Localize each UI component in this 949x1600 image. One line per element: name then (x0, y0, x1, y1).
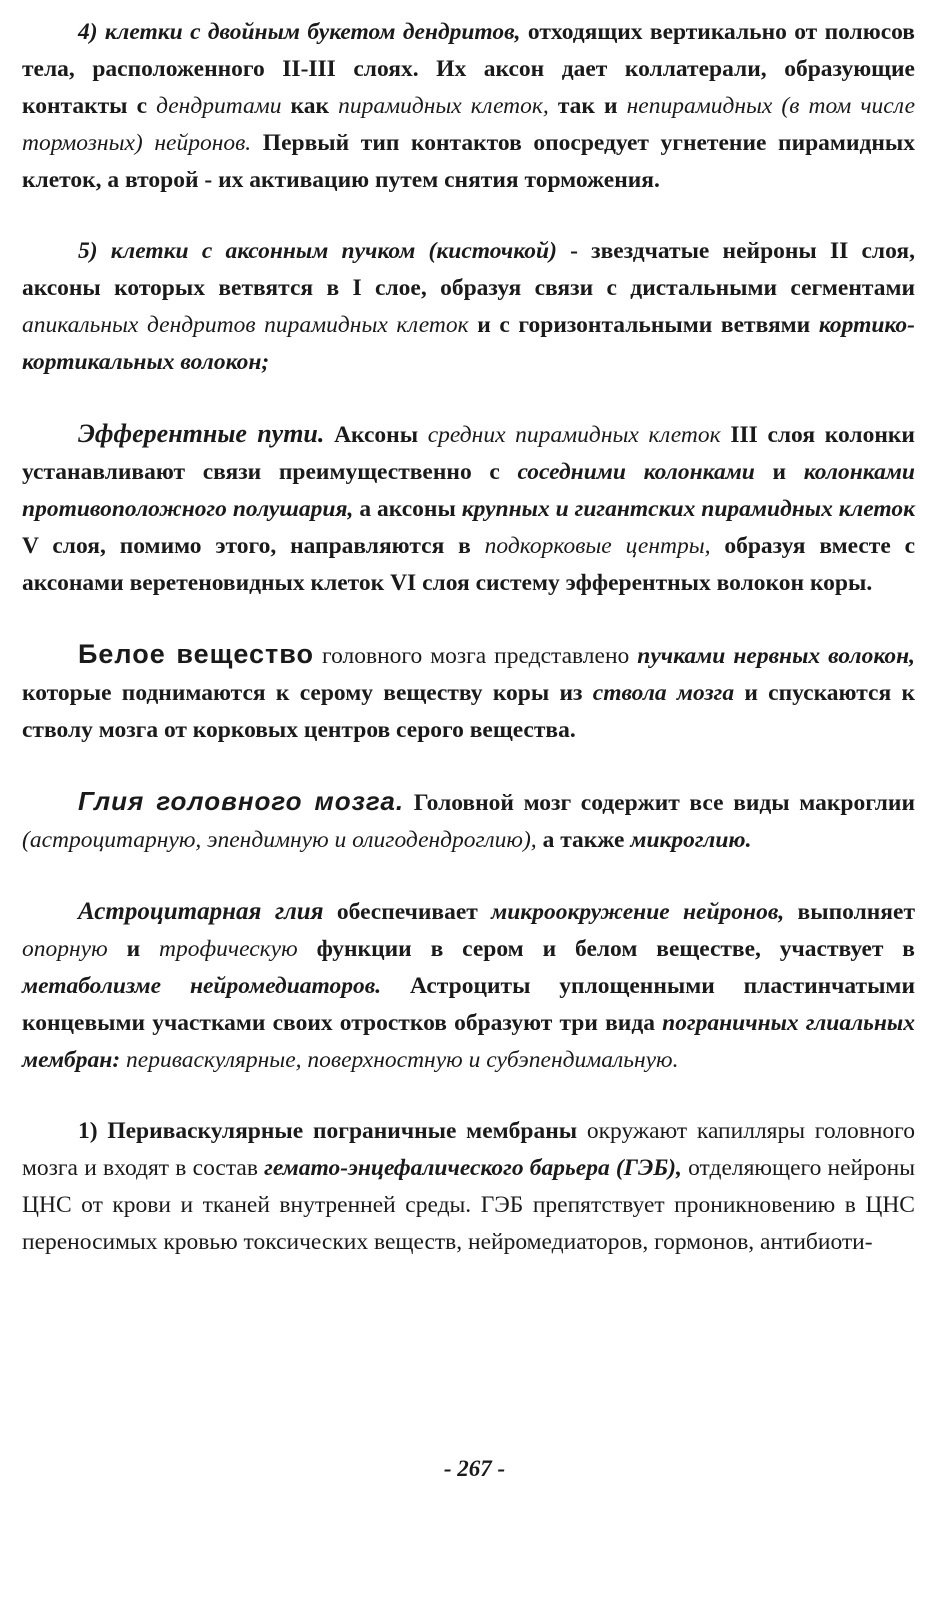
text: отделяющего нейроны ЦНС от крови и тканей внутренней среды. ГЭБ препятствует проникновению в ЦНС переносимых кровью токсических веществ, нейромедиаторов, гормонов, антибиоти- (22, 1155, 915, 1255)
term: микроокружение нейронов, (491, 899, 785, 925)
term-double-bouquet-cells: 4) клетки с двойным букетом дендритов, (78, 19, 521, 45)
paragraph-astrocytic-glia (22, 893, 915, 1079)
term: гемато-энцефалического барьера (ГЭБ), (264, 1155, 682, 1181)
paragraph-double-bouquet-cells (22, 14, 915, 199)
page-number: - 267 - (443, 1456, 506, 1481)
paragraph-white-matter (22, 636, 915, 749)
heading-efferent-pathways: Эфферентные пути. (78, 419, 325, 448)
text: головного мозга представлено (314, 643, 638, 669)
term: периваскулярные, поверхностную и субэпендимальную. (126, 1047, 679, 1073)
text: III слоя колонки устанавливают связи преимущественно с (22, 422, 915, 485)
text: так и (548, 93, 627, 119)
term: дендритами (156, 93, 282, 119)
text: Головной мозг содержит все виды макроглии (404, 790, 915, 816)
term: соседними колонками (517, 459, 755, 485)
term: колонками противоположного полушария, (22, 459, 915, 522)
heading-astrocytic-glia: Астроцитарная глия (78, 898, 324, 925)
term: апикальных дендритов пирамидных клеток (22, 312, 469, 338)
text: которые поднимаются к серому веществу коры из (22, 680, 593, 706)
heading-brain-glia: Глия головного мозга. (78, 786, 405, 816)
text: Астроциты уплощенными пластинчатыми концевыми участками своих отростков образуют три вида (22, 973, 915, 1036)
text: V слоя, помимо этого, направляются в (22, 533, 485, 559)
text: Аксоны (324, 422, 428, 448)
term: средних пирамидных клеток (427, 422, 721, 448)
text: и спускаются к стволу мозга от корковых центров серого вещества. (22, 680, 915, 743)
term: трофическую (159, 936, 298, 962)
paragraph-perivascular-membranes (22, 1113, 915, 1261)
text: как (281, 93, 339, 119)
term: кортико-кортикальных волокон; (22, 312, 916, 375)
text: функции в сером и белом веществе, участвует в (297, 936, 915, 962)
paragraph-axon-bundle-cells (22, 233, 915, 381)
heading-perivascular-membranes: 1) Периваскулярные пограничные мембраны (78, 1118, 578, 1144)
term: пограничных глиальных мембран: (22, 1010, 915, 1073)
term: пирамидных клеток, (338, 93, 549, 119)
text: отходящих вертикально от полюсов тела, расположенного II-III слоях. Их аксон дает коллатерали, образующие контакты с (22, 19, 915, 119)
term: микроглию. (630, 827, 752, 853)
term-axon-bundle-cells: 5) клетки с аксонным пучком (кисточкой) (78, 238, 557, 264)
text: Первый тип контактов опосредует угнетение пирамидных клеток, а второй - их активацию путем снятия торможения. (22, 130, 916, 193)
term: крупных и гигантских пирамидных клеток (461, 496, 915, 522)
heading-white-matter: Белое вещество (78, 639, 315, 669)
text: окружают капилляры головного мозга и входят в состав (22, 1118, 915, 1181)
text: образуя вместе с аксонами веретеновидных клеток VI слоя систему эфферентных волокон коры. (22, 533, 916, 596)
term: непирамидных (в том числе тормозных) нейронов. (22, 93, 915, 156)
term: (астроцитарную, эпендимную и олигодендроглию), (22, 827, 537, 853)
text: - звездчатые нейроны II слоя, аксоны которых ветвятся в I слое, образуя связи с дистальными сегментами (22, 238, 915, 301)
text: и с горизонтальными ветвями (468, 312, 819, 338)
text: а также (536, 827, 631, 853)
text: а аксоны (353, 496, 462, 522)
term: подкорковые центры, (484, 533, 711, 559)
text: обеспечивает (323, 899, 492, 925)
text: выполняет (784, 899, 915, 925)
text: и (107, 936, 159, 962)
paragraph-brain-glia (22, 783, 915, 859)
text: и (754, 459, 804, 485)
term: пучками нервных волокон, (637, 643, 916, 669)
paragraph-efferent-pathways (22, 415, 915, 602)
term: метаболизме нейромедиаторов. (22, 973, 382, 999)
term: ствола мозга (592, 680, 735, 706)
term: опорную (22, 936, 108, 962)
